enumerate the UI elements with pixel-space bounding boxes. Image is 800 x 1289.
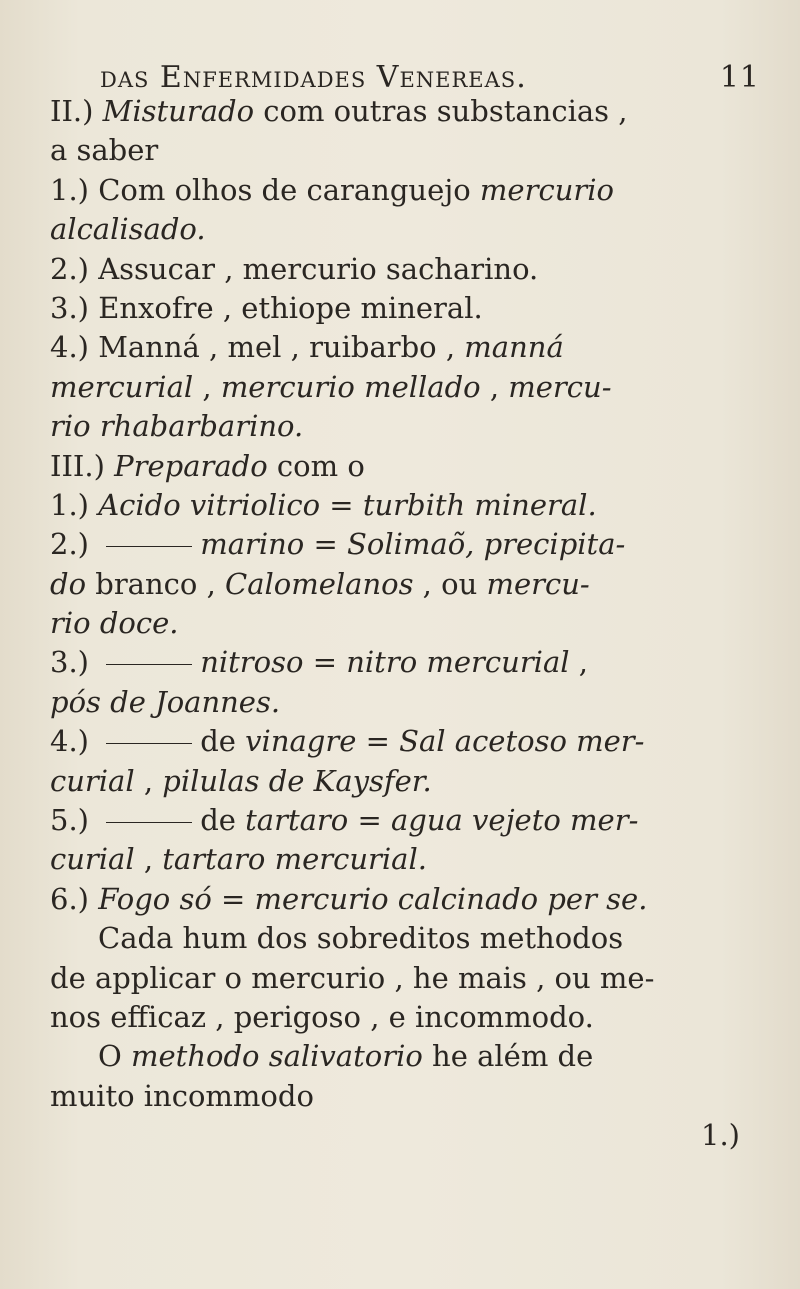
italic-text: pós de Joannes. [50, 684, 281, 719]
text-run: de applicar o mercurio , he mais , ou me- [50, 960, 655, 995]
text-line [50, 998, 780, 1037]
text-line [50, 368, 780, 407]
text-run: 5.) [50, 803, 99, 838]
text-line [50, 250, 780, 289]
italic-text: alcalisado. [50, 212, 206, 247]
text-run: 1.) Com olhos de caranguejo [50, 172, 480, 207]
text-run: O [98, 1039, 131, 1074]
italic-text: Solimaõ, precipita- [347, 527, 626, 562]
italic-text: rio rhabarbarino. [50, 409, 304, 444]
text-run: , [193, 369, 221, 404]
text-run: branco , [86, 566, 225, 601]
catchword [50, 1116, 780, 1155]
text-line [50, 604, 780, 643]
text-line [50, 801, 780, 840]
text-run: 1.) [50, 487, 99, 522]
text-run: 2.) [50, 527, 99, 562]
text-line [50, 289, 780, 328]
text-run: de [200, 724, 246, 759]
italic-text: nitroso [200, 645, 304, 680]
text-run: , ou [413, 566, 487, 601]
ditto-dash [106, 546, 192, 547]
italic-text: curial [50, 763, 135, 798]
text-line [50, 525, 780, 564]
text-line [50, 486, 780, 525]
italic-text: mercu- [486, 566, 590, 601]
italic-text: Preparado [114, 448, 268, 483]
text-run: muito incommodo [50, 1078, 314, 1113]
text-line [50, 407, 780, 446]
text-run: = [348, 803, 391, 838]
text-line [50, 643, 780, 682]
text-line [50, 762, 780, 801]
text-run: de [200, 803, 246, 838]
italic-text: agua vejeto mer- [390, 803, 639, 838]
italic-text: mercu- [508, 369, 612, 404]
text-run: = [320, 487, 363, 522]
text-run: III.) [50, 448, 115, 483]
italic-text: nitro mercurial [346, 645, 570, 680]
text-line [50, 959, 780, 998]
text-run: com o [267, 448, 365, 483]
text-line [50, 171, 780, 210]
text-run: = [304, 527, 348, 562]
italic-text: curial [50, 842, 135, 877]
italic-text: vinagre [245, 724, 357, 759]
text-line [50, 92, 780, 131]
text-line [50, 1037, 780, 1076]
italic-text: rio doce. [50, 606, 179, 641]
text-line [50, 840, 780, 879]
italic-text: methodo salivatorio [131, 1039, 423, 1074]
text-run: 3.) Enxofre , ethiope mineral. [50, 290, 483, 325]
text-line [50, 131, 780, 170]
text-line [50, 919, 780, 958]
text-run: 1.) [701, 1118, 740, 1153]
italic-text: pilulas de Kaysfer. [162, 763, 432, 798]
ditto-dash [106, 664, 192, 665]
italic-text: Calomelanos [225, 566, 414, 601]
text-run: 4.) [50, 724, 99, 759]
text-run: nos efficaz , perigoso , e incommodo. [50, 999, 594, 1034]
italic-text: mercurio calcinado per se. [254, 881, 648, 916]
text-run: com outras substancias , [254, 94, 628, 128]
italic-text: Misturado [102, 94, 255, 128]
text-run: 3.) [50, 645, 99, 680]
text-line [50, 447, 780, 486]
text-line [50, 210, 780, 249]
italic-text: tartaro mercurial. [162, 842, 427, 877]
text-run: , [569, 645, 588, 680]
text-run: , [134, 842, 163, 877]
body-text [50, 92, 780, 1156]
text-run: 4.) Manná , mel , ruibarbo , [50, 330, 465, 365]
italic-text: turbith mineral. [362, 487, 597, 522]
italic-text: Acido vitriolico [98, 487, 321, 522]
text-run: , [480, 369, 509, 404]
text-run: = [211, 881, 255, 916]
text-line [50, 880, 780, 919]
text-line [50, 1077, 780, 1116]
text-line [50, 328, 780, 367]
text-line [50, 565, 780, 604]
italic-text: do [50, 566, 87, 601]
text-line [50, 722, 780, 761]
italic-text: tartaro [245, 803, 349, 838]
italic-text: Fogo só [98, 881, 212, 916]
running-title: das Enfermidades Venereas. [100, 60, 527, 95]
page-number: 11 [719, 60, 760, 95]
text-run: Cada hum dos sobreditos methodos [98, 921, 624, 956]
italic-text: mercurial [50, 369, 194, 404]
text-run: = [303, 645, 347, 680]
text-run: he além de [422, 1039, 594, 1074]
text-run: 6.) [50, 881, 99, 916]
text-run: II.) [50, 94, 103, 128]
text-run: a saber [50, 133, 159, 168]
text-run: 2.) Assucar , mercurio sacharino. [50, 251, 539, 286]
text-line [50, 683, 780, 722]
italic-text: mercurio [479, 172, 614, 207]
italic-text: manná [464, 330, 564, 365]
text-run: , [134, 763, 163, 798]
text-run: = [356, 724, 400, 759]
italic-text: mercurio mellado [220, 369, 481, 404]
italic-text: Sal acetoso mer- [399, 724, 645, 759]
ditto-dash [106, 743, 192, 744]
ditto-dash [106, 822, 192, 823]
italic-text: marino [200, 527, 305, 562]
